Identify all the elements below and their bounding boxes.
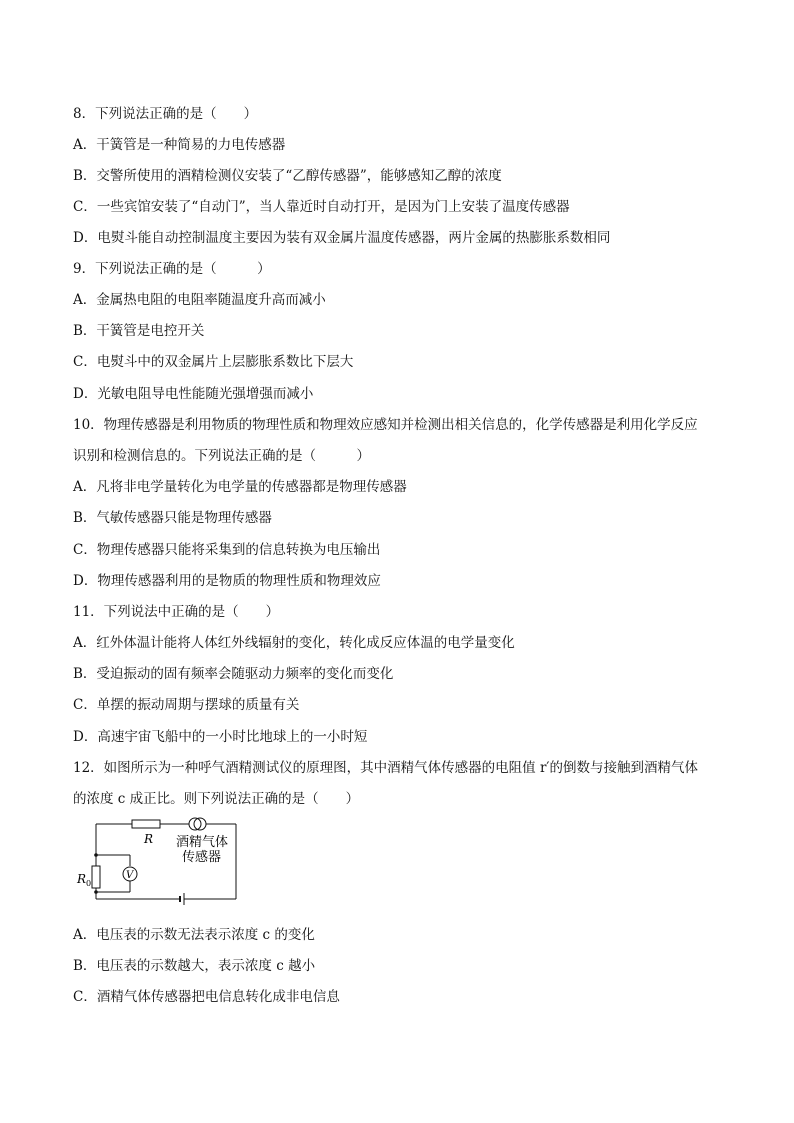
- r0-label: [76, 872, 91, 888]
- question-9-option-d: D．光敏电阻导电性能随光强增强而减小: [73, 386, 314, 402]
- resistor-r0: [92, 866, 100, 888]
- question-8-option-a: A．干簧管是一种简易的力电传感器: [73, 137, 286, 153]
- question-10-option-c: C．物理传感器只能将采集到的信息转换为电压输出: [73, 542, 381, 558]
- question-9-stem: 9．下列说法正确的是（ ）: [73, 261, 271, 277]
- question-8-option-b: B．交警所使用的酒精检测仪安装了“乙醇传感器”，能够感知乙醇的浓度: [73, 168, 502, 184]
- r0-label-main: R: [77, 872, 87, 886]
- question-12-option-b: B．电压表的示数越大，表示浓度 c 越小: [73, 958, 316, 974]
- question-10-option-a: A．凡将非电学量转化为电学量的传感器都是物理传感器: [73, 479, 407, 495]
- question-12-stem-line2: 的浓度 c 成正比。则下列说法正确的是（ ）: [73, 791, 360, 807]
- question-10-option-d: D．物理传感器利用的是物质的物理性质和物理效应: [73, 573, 381, 589]
- question-8-option-c: C．一些宾馆安装了“自动门”，当人靠近时自动打开，是因为门上安装了温度传感器: [73, 199, 570, 215]
- question-10-stem-line2: 识别和检测信息的。下列说法正确的是（ ）: [73, 448, 370, 464]
- question-10-stem-line1: 10．物理传感器是利用物质的物理性质和物理效应感知并检测出相关信息的，化学传感器是利用化学反应: [73, 417, 698, 433]
- sensor-symbol: [189, 818, 201, 830]
- question-11-option-b: B．受迫振动的固有频率会随驱动力频率的变化而变化: [73, 666, 394, 682]
- question-11-option-a: A．红外体温计能将人体红外线辐射的变化，转化成反应体温的电学量变化: [73, 635, 515, 651]
- voltmeter-label: V: [126, 870, 134, 881]
- r0-label-subscript: 0: [86, 879, 92, 888]
- question-10-option-b: B．气敏传感器只能是物理传感器: [73, 510, 272, 526]
- question-12-option-a: A．电压表的示数无法表示浓度 c 的变化: [73, 927, 315, 943]
- resistor-r: [132, 820, 160, 828]
- question-9-option-b: B．干簧管是电控开关: [73, 323, 205, 339]
- question-9-option-c: C．电熨斗中的双金属片上层膨胀系数比下层大: [73, 354, 354, 370]
- sensor-label-line2: 传感器: [182, 850, 222, 865]
- question-9-option-a: A．金属热电阻的电阻率随温度升高而减小: [73, 292, 326, 308]
- question-11-stem: 11．下列说法中正确的是（ ）: [73, 604, 280, 620]
- question-11-option-c: C．单摆的振动周期与摆球的质量有关: [73, 697, 300, 713]
- question-8-stem: 8．下列说法正确的是（ ）: [73, 106, 258, 122]
- resistor-r-label: R: [144, 832, 154, 846]
- question-8-option-d: D．电熨斗能自动控制温度主要因为装有双金属片温度传感器，两片金属的热膨胀系数相同: [73, 230, 611, 246]
- question-11-option-d: D．高速宇宙飞船中的一小时比地球上的一小时短: [73, 729, 368, 745]
- question-12-option-c: C．酒精气体传感器把电信息转化成非电信息: [73, 989, 340, 1005]
- sensor-label-line1: 酒精气体: [176, 835, 229, 850]
- question-12-stem-line1: 12．如图所示为一种呼气酒精测试仪的原理图，其中酒精气体传感器的电阻值 r′的倒数与接触到酒精气体: [73, 760, 698, 776]
- circuit-diagram: [70, 816, 250, 916]
